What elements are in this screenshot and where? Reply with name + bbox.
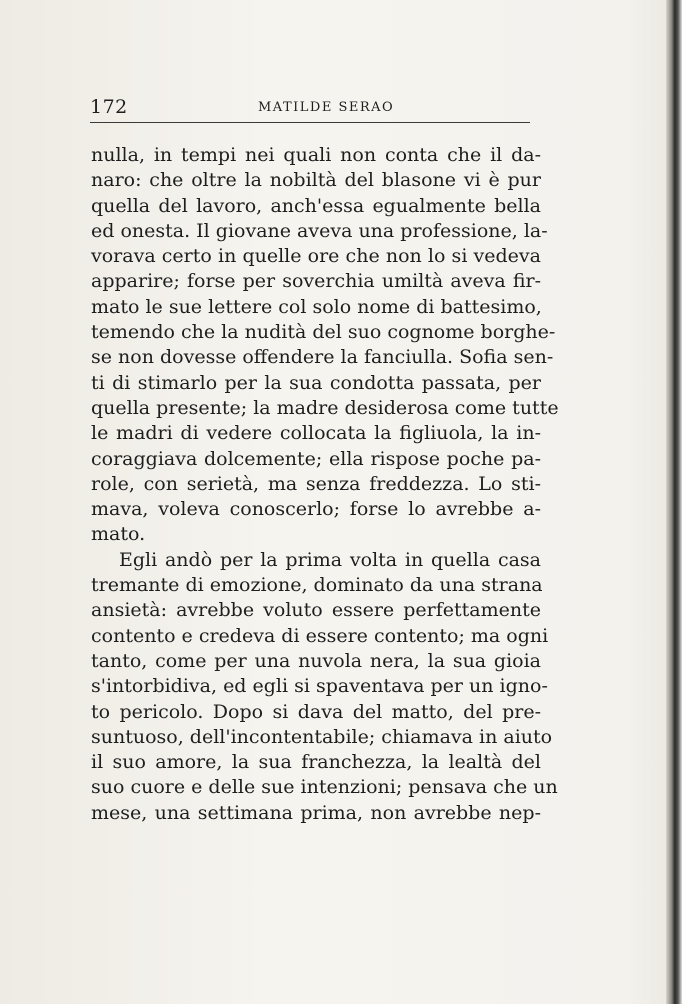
text-line: ansietà: avrebbe voluto essere perfettamente xyxy=(91,599,541,622)
page-number: 172 xyxy=(90,96,128,118)
text-line: quella del lavoro, anch'essa egualmente bella xyxy=(91,194,541,217)
text-line: mava, voleva conoscerlo; forse lo avrebbe a- xyxy=(91,498,541,521)
text-line: apparire; forse per soverchia umiltà aveva fir- xyxy=(91,270,541,293)
text-line: quella presente; la madre desiderosa come tutte xyxy=(91,396,559,419)
text-line: to pericolo. Dopo si dava del matto, del pre- xyxy=(91,700,541,723)
text-line: ed onesta. Il giovane aveva una professione, la- xyxy=(91,219,548,242)
text-line: mese, una settimana prima, non avrebbe nep- xyxy=(91,801,541,824)
running-title: MATILDE SERAO xyxy=(258,100,395,115)
text-line: suntuoso, dell'incontentabile; chiamava in aiuto xyxy=(91,725,553,748)
text-line: naro: che oltre la nobiltà del blasone vi è pur xyxy=(91,169,541,192)
text-line: mato le sue lettere col solo nome di battesimo, xyxy=(91,295,542,318)
text-line: tremante di emozione, dominato da una strana xyxy=(91,574,543,597)
text-line: ti di stimarlo per la sua condotta passata, per xyxy=(91,371,541,394)
body-text xyxy=(91,143,559,826)
header-rule xyxy=(90,122,530,123)
text-line: nulla, in tempi nei quali non conta che il da- xyxy=(91,144,541,166)
book-spine-edge xyxy=(666,0,682,1004)
text-line: vorava certo in quelle ore che non lo si vedeva xyxy=(91,245,541,268)
text-line: tanto, come per una nuvola nera, la sua gioia xyxy=(91,649,541,672)
text-line: suo cuore e delle sue intenzioni; pensava che un xyxy=(91,776,558,799)
text-line: coraggiava dolcemente; ella rispose poche pa- xyxy=(91,447,541,470)
paragraph-end-line: mato. xyxy=(91,523,146,546)
page-header xyxy=(90,96,530,122)
text-line: il suo amore, la sua franchezza, la lealtà del xyxy=(91,751,541,774)
text-line: le madri di vedere collocata la figliuola, la in- xyxy=(91,422,541,445)
text-line: s'intorbidiva, ed egli si spaventava per un igno- xyxy=(91,675,548,698)
text-line: contento e credeva di essere contento; ma ogni xyxy=(91,624,549,647)
paragraph-start-line: Egli andò per la prima volta in quella casa xyxy=(119,548,541,571)
text-line: temendo che la nudità del suo cognome borghe- xyxy=(91,321,556,344)
text-line: role, con serietà, ma senza freddezza. Lo sti- xyxy=(91,472,541,495)
text-line: se non dovesse offendere la fanciulla. Sofia sen- xyxy=(91,346,554,369)
